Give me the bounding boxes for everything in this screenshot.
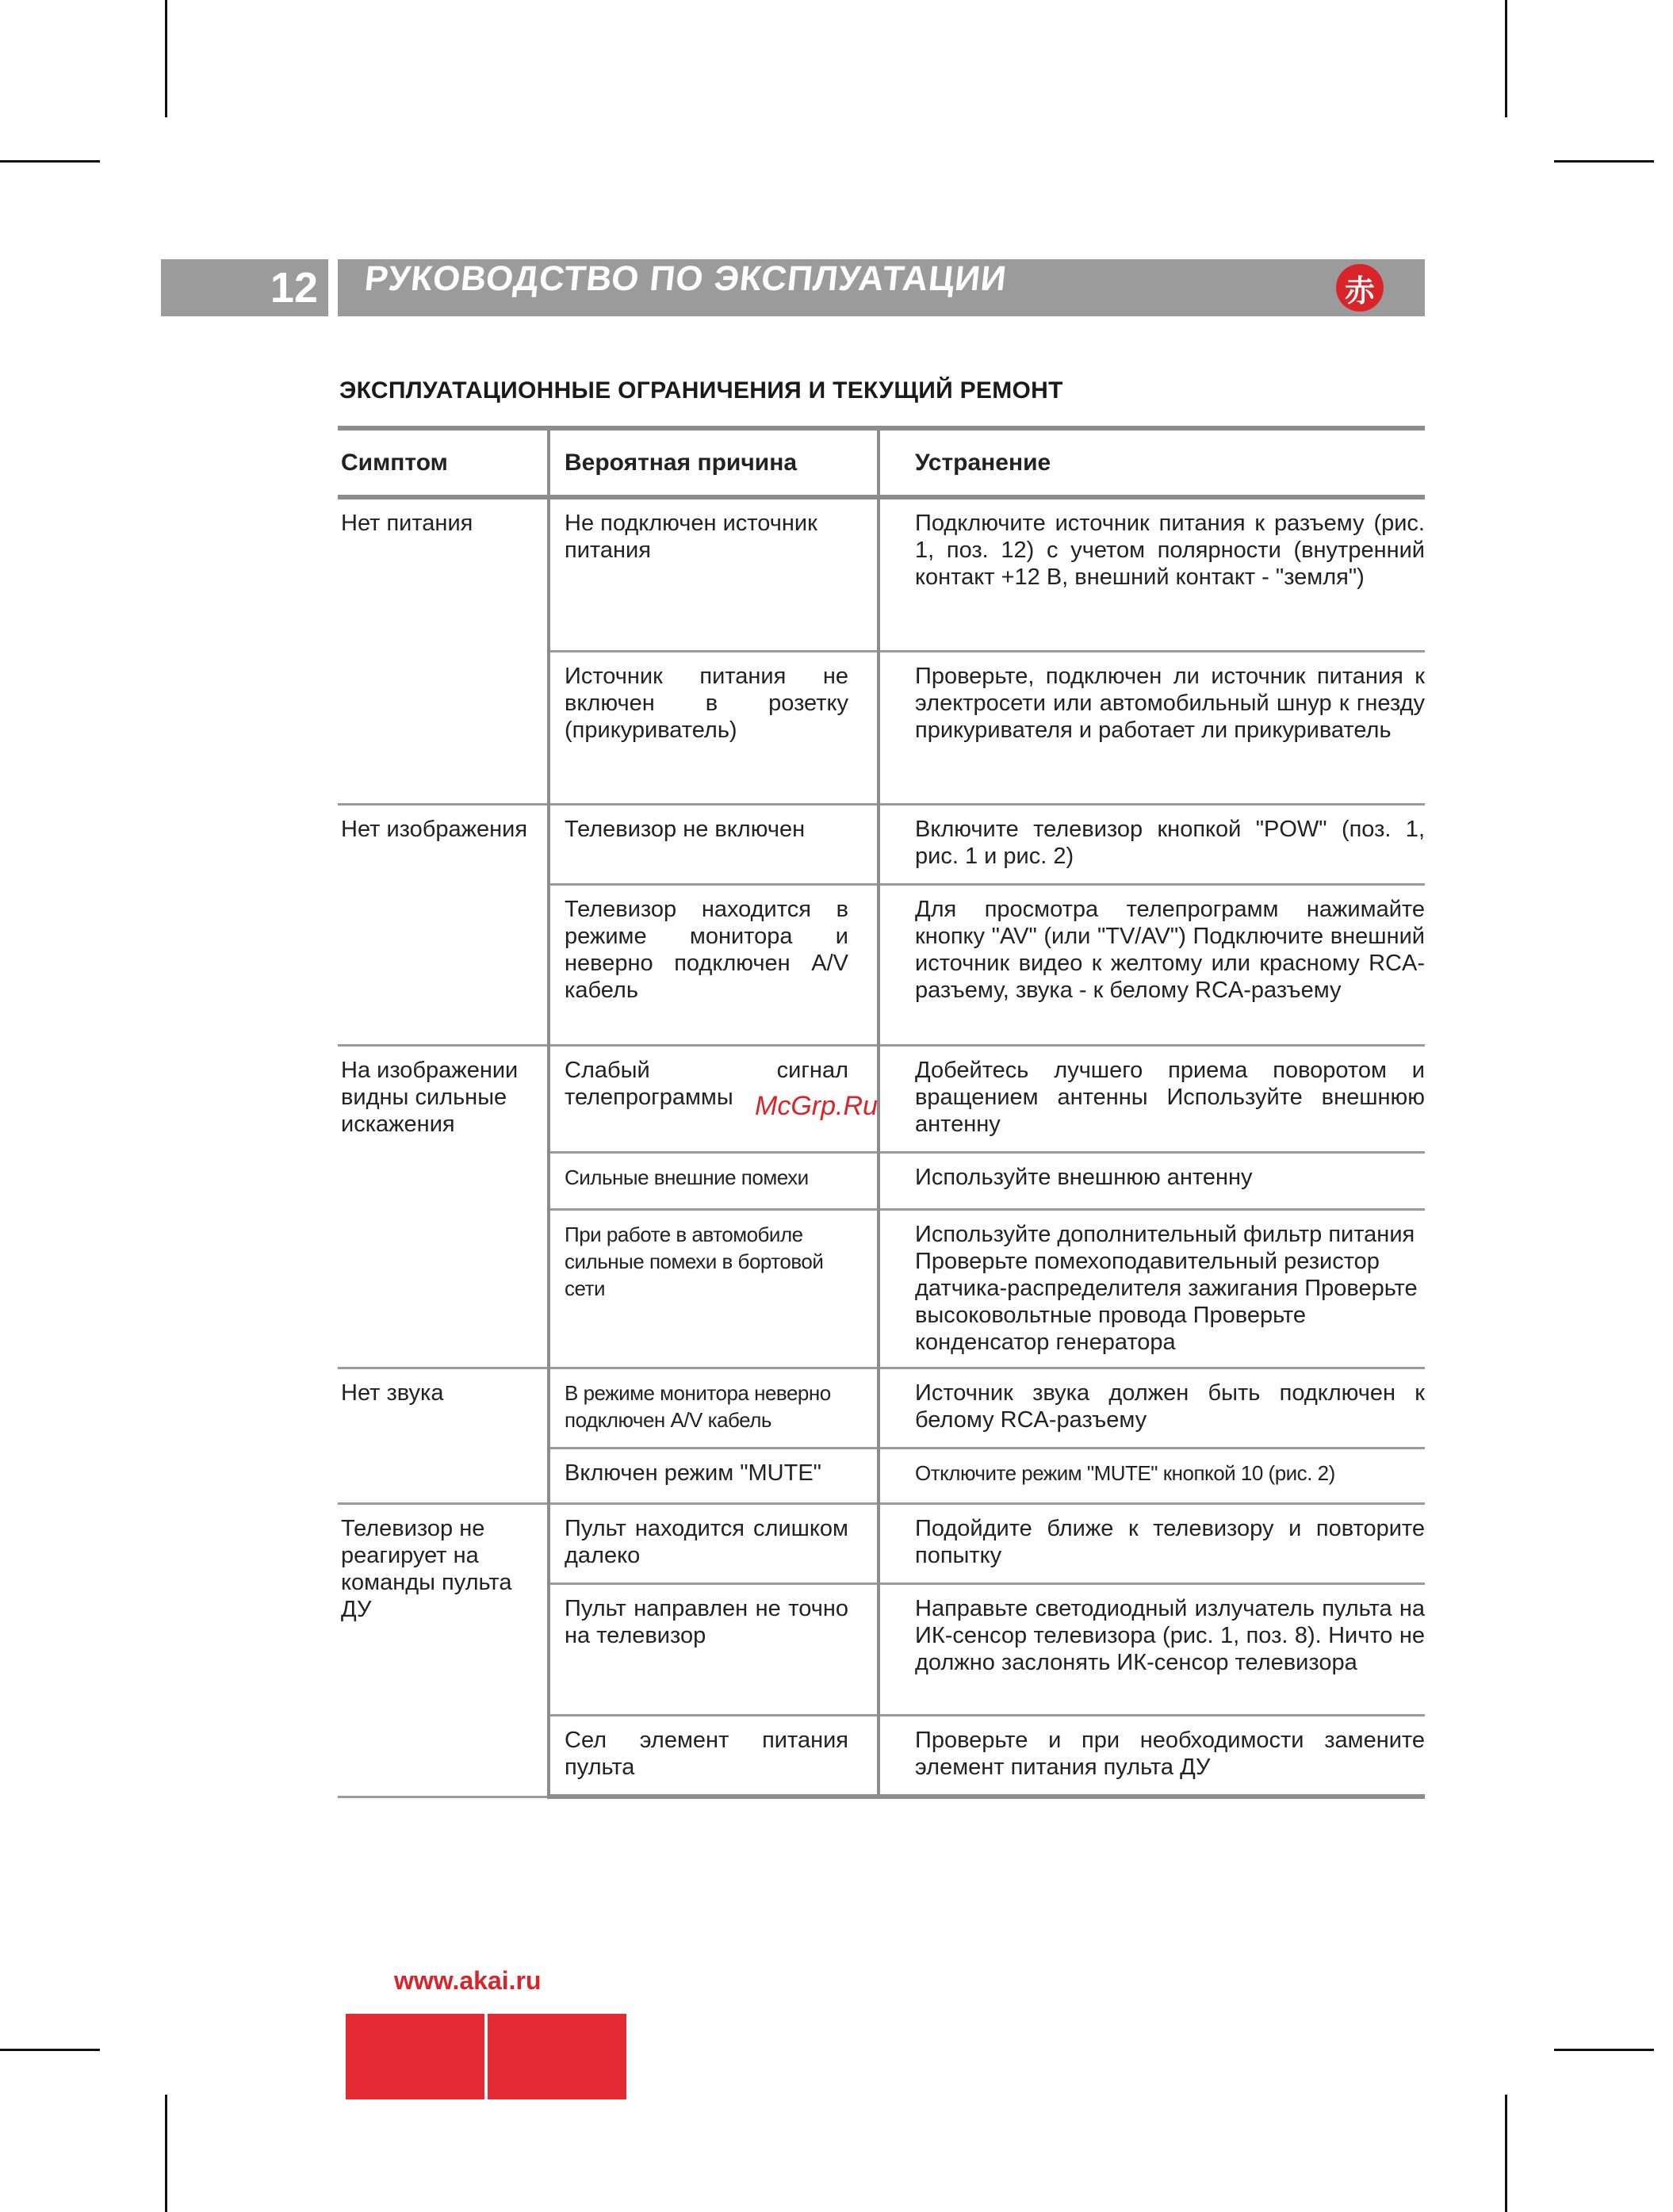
cause-cell: Сильные внешние помехи — [549, 1153, 879, 1210]
remedy-cell: Подойдите ближе к телевизору и повторите попытку — [879, 1504, 1425, 1584]
remedy-cell: Проверьте и при необходимости замените элемент питания пульта ДУ — [879, 1716, 1425, 1797]
table-row — [338, 1504, 1425, 1584]
symptom-cell: Нет питания — [338, 497, 549, 805]
column-header-symptom: Симптом — [338, 428, 549, 497]
crop-mark — [0, 2049, 100, 2051]
symptom-cell: На изображении видны сильные искажения — [338, 1046, 549, 1368]
footer-color-block — [488, 2014, 626, 2099]
page-number: 12 — [161, 259, 328, 316]
crop-mark — [1554, 160, 1654, 163]
table-row — [338, 1046, 1425, 1153]
symptom-cell: Нет звука — [338, 1368, 549, 1504]
manual-title: РУКОВОДСТВО ПО ЭКСПЛУАТАЦИИ — [362, 259, 1009, 298]
section-title: ЭКСПЛУАТАЦИОННЫЕ ОГРАНИЧЕНИЯ И ТЕКУЩИЙ РЕМОНТ — [339, 377, 1063, 404]
table-row — [338, 497, 1425, 652]
crop-mark — [1554, 2049, 1654, 2051]
column-header-remedy: Устранение — [879, 428, 1425, 497]
footer-color-block — [346, 2014, 484, 2099]
remedy-cell: Источник звука должен быть подключен к белому RCA-разъему — [879, 1368, 1425, 1449]
remedy-cell: Проверьте, подключен ли источник питания к электросети или автомобильный шнур к гнезду прикуривателя и работает ли прикуриватель — [879, 652, 1425, 805]
cause-cell: Телевизор находится в режиме монитора и неверно подключен A/V кабель — [549, 885, 879, 1046]
crop-mark — [1505, 0, 1507, 117]
remedy-cell: Для просмотра телепрограмм нажимайте кнопку "AV" (или "TV/AV") Подключите внешний источник видео к желтому или красному RCA-разъему, звука - к белому RCA-разъему — [879, 885, 1425, 1046]
cause-cell: В режиме монитора неверно подключен A/V кабель — [549, 1368, 879, 1449]
cause-cell: Сел элемент питания пульта — [549, 1716, 879, 1797]
crop-mark — [0, 160, 100, 163]
cause-cell: Не подключен источник питания — [549, 497, 879, 652]
table-row — [338, 1368, 1425, 1449]
troubleshooting-table — [338, 426, 1425, 1799]
table-row — [338, 805, 1425, 885]
symptom-cell: Нет изображения — [338, 805, 549, 1046]
crop-mark — [165, 2095, 167, 2212]
cause-cell: Пульт направлен не точно на телевизор — [549, 1584, 879, 1716]
crop-mark — [165, 0, 167, 117]
remedy-cell: Направьте светодиодный излучатель пульта на ИК-сенсор телевизора (рис. 1, поз. 8). Ничто не должно заслонять ИК-сенсор телевизора — [879, 1584, 1425, 1716]
header-bar — [338, 259, 1425, 316]
cause-cell: Источник питания не включен в розетку (прикуриватель) — [549, 652, 879, 805]
cause-cell: Включен режим "MUTE" — [549, 1449, 879, 1504]
symptom-cell: Телевизор не реагирует на команды пульта ДУ — [338, 1504, 549, 1797]
remedy-cell: Отключите режим "MUTE" кнопкой 10 (рис. 2) — [879, 1449, 1425, 1504]
column-header-cause: Вероятная причина — [549, 428, 879, 497]
remedy-cell: Добейтесь лучшего приема поворотом и вращением антенны Используйте внешнюю антенну — [879, 1046, 1425, 1153]
remedy-cell: Включите телевизор кнопкой "POW" (поз. 1, рис. 1 и рис. 2) — [879, 805, 1425, 885]
cause-cell: При работе в автомобиле сильные помехи в бортовой сети — [549, 1210, 879, 1368]
remedy-cell: Подключите источник питания к разъему (рис. 1, поз. 12) с учетом полярности (внутренний контакт +12 В, внешний контакт - "земля") — [879, 497, 1425, 652]
cause-cell: Слабый сигнал телепрограммы — [549, 1046, 879, 1153]
cause-cell: Телевизор не включен — [549, 805, 879, 885]
watermark-text: McGrp.Ru — [755, 1091, 878, 1121]
remedy-cell: Используйте дополнительный фильтр питания Проверьте помехоподавительный резистор датчика-распределителя зажигания Проверьте высоковольтные провода Проверьте конденсатор генератора — [879, 1210, 1425, 1368]
remedy-cell: Используйте внешнюю антенну — [879, 1153, 1425, 1210]
website-link[interactable]: www.akai.ru — [394, 1966, 542, 1995]
cause-cell: Пульт находится слишком далеко — [549, 1504, 879, 1584]
brand-logo-icon: 赤 — [1336, 264, 1384, 312]
crop-mark — [1505, 2095, 1507, 2212]
table-header-row — [338, 428, 1425, 497]
